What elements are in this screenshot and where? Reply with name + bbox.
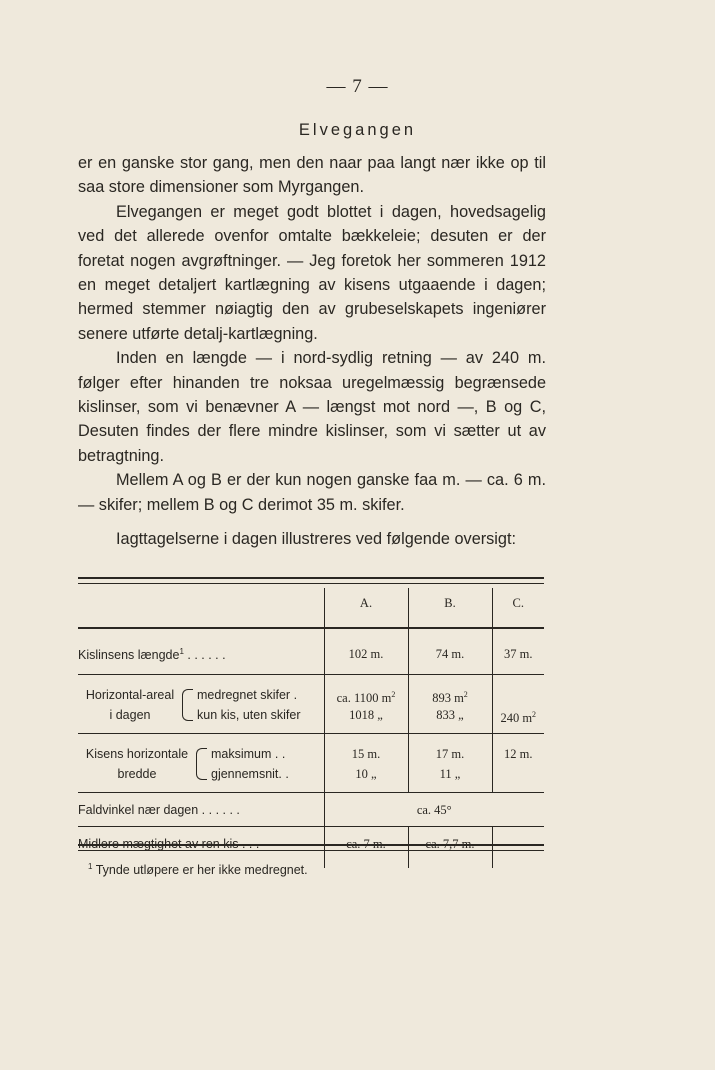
header-c: C. bbox=[492, 588, 544, 628]
area-b-2: 833 „ bbox=[436, 708, 464, 723]
thickness-b: ca. 7,7 m. bbox=[408, 827, 492, 869]
area-a-1: ca. 1100 m bbox=[336, 691, 392, 706]
row-label-area: Horizontal-areal bbox=[85, 688, 175, 703]
brace-icon bbox=[196, 748, 207, 780]
paragraph-3: Inden en længde — i nord-sydlig retning — av 240 m. følger efter hinanden tre noksaa uregelmæssig begrænsede kislinser, som vi benævner A — længst mot nord —, B og C, Desuten findes der flere mindre kislinser, som vi sætter ut av betragtning. bbox=[78, 349, 546, 465]
length-b: 74 m. bbox=[408, 628, 492, 675]
area-c: 240 m bbox=[500, 711, 533, 726]
table-row-area: Horizontal-areal i dagen medregnet skifer . kun kis, uten skifer ca. 1100 $m^2$ 1018 „ 893 $m^2$ 833 „ 240 $m^2$ bbox=[78, 675, 544, 734]
footnote-text: Tynde utløpere er her ikke medregnet. bbox=[95, 863, 308, 878]
width-sub-1: maksimum . . bbox=[211, 747, 286, 762]
width-a-1: 15 m. bbox=[351, 747, 381, 762]
width-c: 12 m. bbox=[504, 747, 533, 762]
table-row-dip bbox=[78, 793, 544, 827]
table-row-length bbox=[78, 628, 544, 675]
area-a-2: 1018 „ bbox=[349, 708, 383, 723]
paragraph-5: Iagttagelserne i dagen illustreres ved følgende oversigt: bbox=[116, 530, 517, 549]
row-label-length: Kislinsens længde bbox=[78, 648, 180, 663]
area-sub-1: medregnet skifer . bbox=[197, 688, 298, 703]
header-a: A. bbox=[324, 588, 408, 628]
row-label-width: Kisens horizontale bbox=[85, 747, 189, 762]
width-b-1: 17 m. bbox=[435, 747, 465, 762]
paragraph-1: er en ganske stor gang, men den naar paa langt nær ikke op til saa store dimensioner som Myrgangen. bbox=[78, 154, 546, 197]
dip-value: ca. 45° bbox=[324, 793, 544, 827]
area-b-1: 893 m bbox=[432, 691, 464, 706]
length-c: 37 m. bbox=[492, 628, 544, 675]
length-a: 102 m. bbox=[324, 628, 408, 675]
footnote-ref: 1 bbox=[179, 647, 184, 656]
width-a-2: 10 „ bbox=[355, 767, 377, 782]
body-text bbox=[78, 151, 546, 552]
width-sub-2: gjennemsnit. . bbox=[211, 767, 289, 782]
table-row-width bbox=[78, 734, 544, 793]
brace-icon bbox=[182, 689, 193, 721]
row-label-width-2: bredde bbox=[117, 767, 157, 782]
leader-dots: . . . . . . bbox=[183, 648, 226, 663]
row-label-area-2: i dagen bbox=[109, 708, 151, 723]
paragraph-2: Elvegangen er meget godt blottet i dagen, hovedsagelig ved det allerede ovenfor omtalte bækkeleie; desuten er der foretat nogen avgrøftninger. — Jeg foretok her sommeren 1912 en meget detaljert kartlægning av kisens utgaaende i dagen; hermed stemmer nøiagtig den av grubeselskapets ingeniører senere utførte detalj-kartlægning. bbox=[78, 202, 546, 343]
thickness-a: ca. 7 m. bbox=[324, 827, 408, 869]
section-heading: Elvegangen bbox=[298, 121, 417, 139]
row-label-dip: Faldvinkel nær dagen . . . . . . bbox=[78, 793, 324, 827]
row-label-thickness: Midlere mægtighet av ren kis . . . bbox=[78, 827, 324, 869]
table-bottom-rule bbox=[78, 844, 544, 851]
paragraph-4: Mellem A og B er der kun nogen ganske faa m. — ca. 6 m. — skifer; mellem B og C derimot 35 m. skifer. bbox=[78, 471, 546, 514]
area-sub-2: kun kis, uten skifer bbox=[197, 708, 301, 723]
table-header-row bbox=[78, 588, 544, 628]
page-number: — 7 — bbox=[326, 76, 389, 97]
footnote bbox=[88, 862, 308, 877]
footnote-mark: 1 bbox=[88, 862, 93, 871]
table-top-rule bbox=[78, 577, 544, 584]
observation-table bbox=[78, 588, 544, 868]
width-b-2: 11 „ bbox=[439, 767, 461, 782]
header-b: B. bbox=[408, 588, 492, 628]
